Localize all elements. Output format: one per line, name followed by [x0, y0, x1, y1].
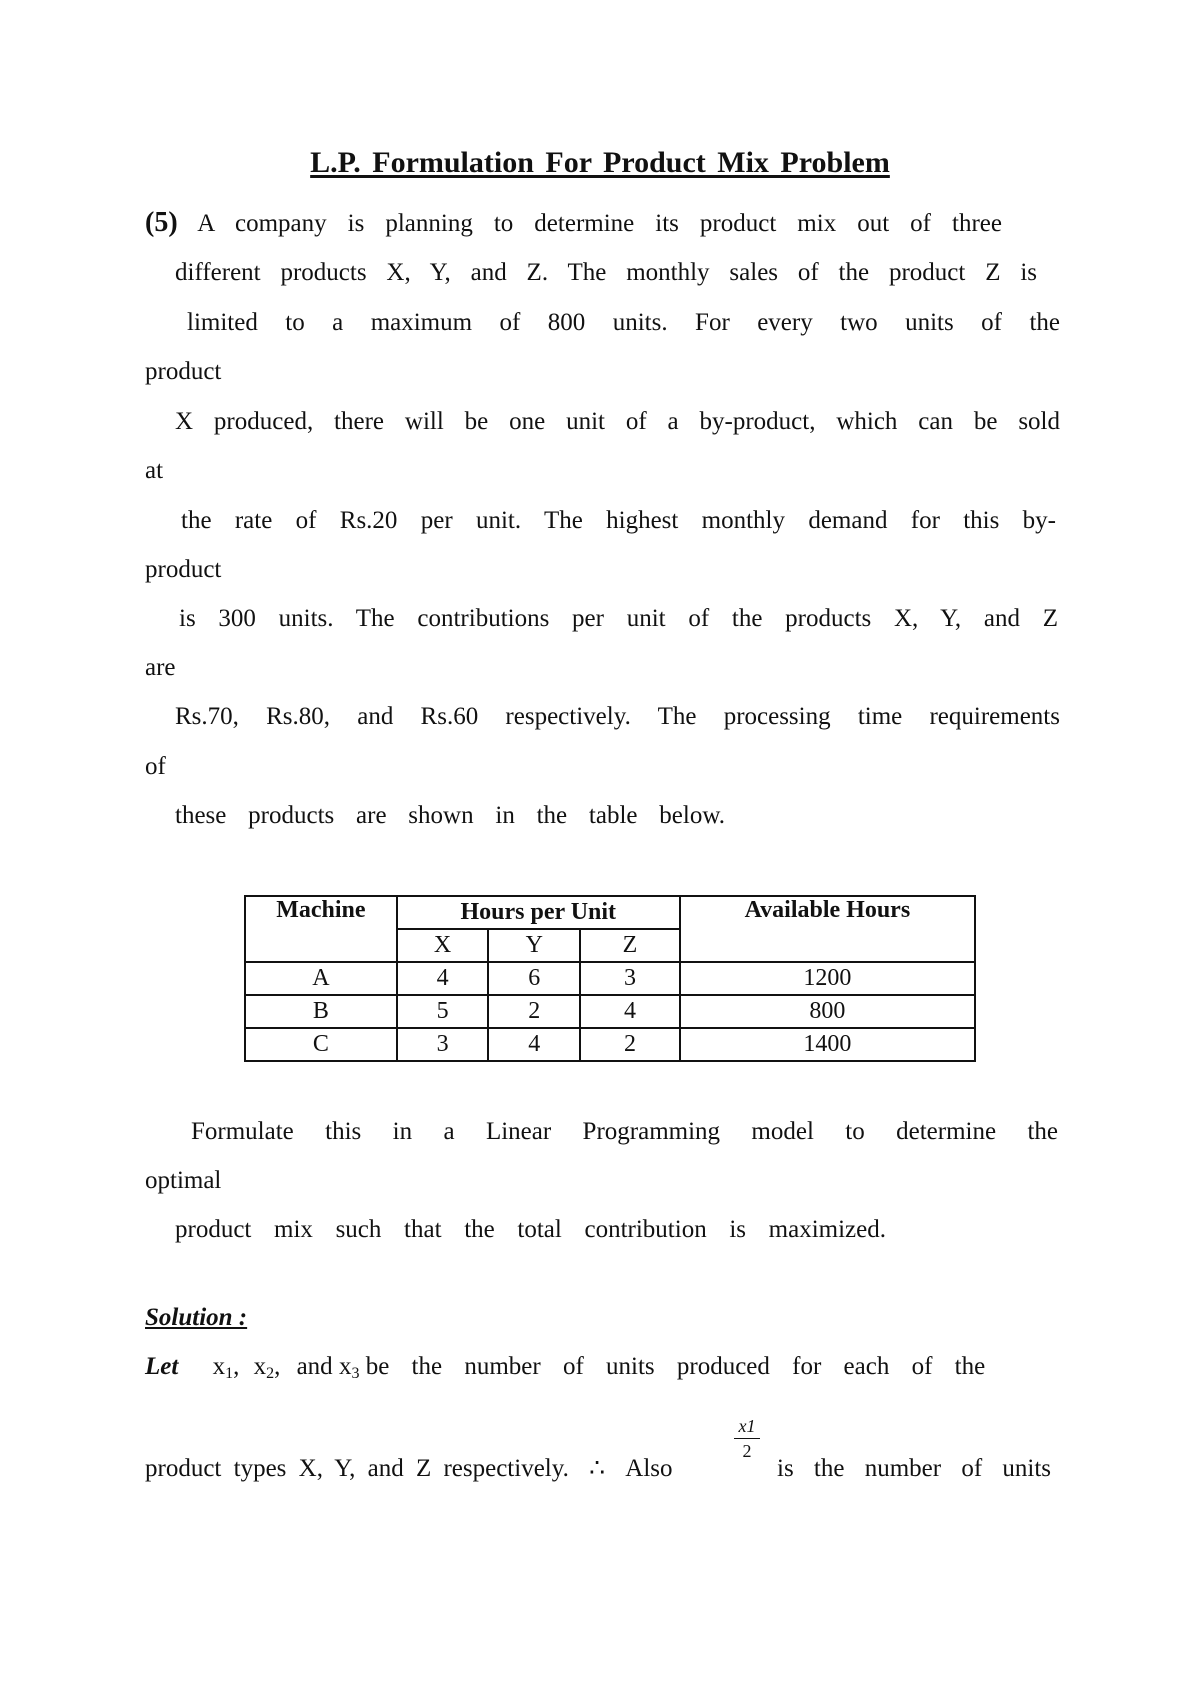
- solution-last-line-end: is the number of units: [777, 1455, 1052, 1482]
- variable-x2: $x_2$: [253, 1353, 275, 1382]
- table-row: [245, 1028, 975, 1061]
- cell-available: 800: [680, 995, 975, 1028]
- solution-heading: Solution :: [145, 1304, 248, 1331]
- cell-z: 2: [580, 1028, 680, 1061]
- cell-machine: C: [245, 1028, 397, 1061]
- separator: ,: [233, 1353, 240, 1380]
- solution-let-line: [145, 1352, 1060, 1389]
- let-word: Let: [145, 1353, 179, 1380]
- page-title: L.P. Formulation For Product Mix Problem: [310, 146, 890, 179]
- cell-x: 3: [397, 1028, 489, 1061]
- cell-x: 4: [397, 962, 489, 995]
- problem-number: (5): [145, 207, 178, 238]
- variable-x3: $x_3$: [338, 1353, 360, 1382]
- problem-line-13: these products are shown in the table below.: [175, 802, 725, 829]
- let-rest: be the number of units produced for each of the: [365, 1353, 986, 1380]
- processing-time-table: [244, 895, 976, 1062]
- subheader-z: Z: [580, 929, 680, 962]
- problem-line-6: at: [145, 457, 164, 484]
- formulate-line-1: Formulate this in a Linear Programming model to determine the: [191, 1118, 1058, 1145]
- header-hours-per-unit: Hours per Unit: [397, 896, 680, 929]
- cell-machine: B: [245, 995, 397, 1028]
- cell-z: 4: [580, 995, 680, 1028]
- header-available-hours: Available Hours: [680, 896, 975, 962]
- fraction-x1-over-2: [734, 1416, 760, 1461]
- also-word: Also: [625, 1455, 673, 1482]
- separator: , and: [274, 1353, 333, 1380]
- cell-y: 6: [488, 962, 580, 995]
- problem-line-4: product: [145, 358, 222, 385]
- variable-x1: $x_1$: [212, 1353, 234, 1382]
- formulate-line-3: product mix such that the total contribution is maximized.: [175, 1216, 886, 1243]
- problem-line-3: limited to a maximum of 800 units. For every two units of the: [187, 309, 1060, 336]
- problem-line-2: different products X, Y, and Z. The monthly sales of the product Z is: [175, 259, 1037, 286]
- cell-y: 4: [488, 1028, 580, 1061]
- cell-y: 2: [488, 995, 580, 1028]
- problem-line-8: product: [145, 556, 222, 583]
- cell-machine: A: [245, 962, 397, 995]
- problem-line-5: X produced, there will be one unit of a by-product, which can be sold: [175, 408, 1060, 435]
- problem-line-7: the rate of Rs.20 per unit. The highest monthly demand for this by-: [181, 507, 1056, 534]
- subheader-x: X: [397, 929, 489, 962]
- fraction-numerator: x1: [734, 1416, 760, 1439]
- cell-z: 3: [580, 962, 680, 995]
- header-machine: Machine: [245, 896, 397, 962]
- problem-line-10: are: [145, 654, 176, 681]
- problem-text-1: A company is planning to determine its product mix out of three: [197, 210, 1002, 237]
- table-row: [245, 995, 975, 1028]
- subheader-y: Y: [488, 929, 580, 962]
- problem-line-9: is 300 units. The contributions per unit of the products X, Y, and Z: [179, 605, 1058, 632]
- problem-line-11: Rs.70, Rs.80, and Rs.60 respectively. The processing time requirements: [175, 703, 1060, 730]
- fraction-denominator: 2: [742, 1441, 752, 1461]
- cell-x: 5: [397, 995, 489, 1028]
- therefore-symbol: ∴: [589, 1455, 606, 1482]
- table-header-row: [245, 896, 975, 929]
- cell-available: 1400: [680, 1028, 975, 1061]
- formulate-line-2: optimal: [145, 1167, 222, 1194]
- table-row: [245, 962, 975, 995]
- last-line-text: product types X, Y, and Z respectively.: [145, 1455, 569, 1482]
- cell-available: 1200: [680, 962, 975, 995]
- problem-line-12: of: [145, 753, 166, 780]
- problem-line-1: [145, 208, 1002, 239]
- solution-last-line-start: [145, 1454, 673, 1484]
